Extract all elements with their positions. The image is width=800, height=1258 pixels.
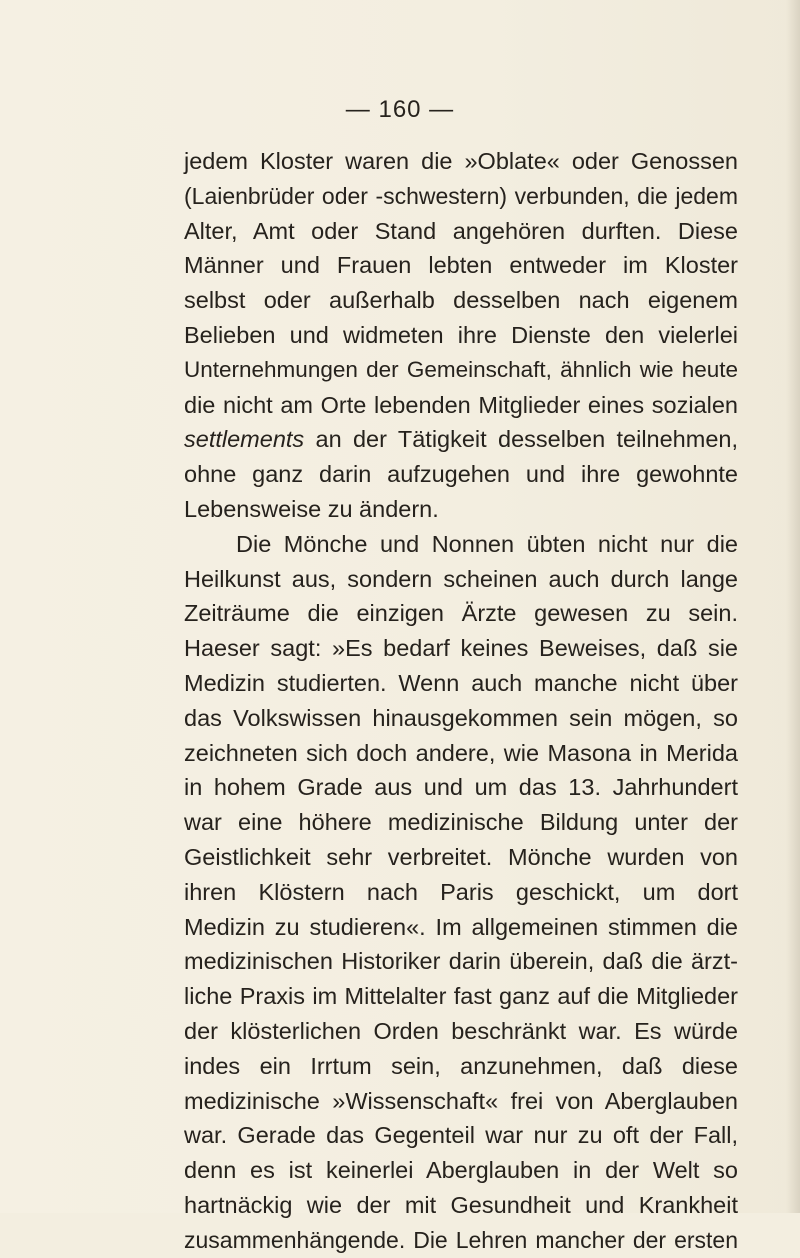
text-line: Männer und Frauen lebten entweder im Kloster bbox=[184, 252, 738, 279]
paragraph-end-line: Lebensweise zu ändern. bbox=[184, 495, 439, 522]
text-line: liche Praxis im Mittelalter fast ganz auf die Mitglieder bbox=[184, 983, 738, 1010]
text-line: Heilkunst aus, sondern scheinen auch durch lange bbox=[184, 565, 738, 592]
text-line-rest: an der Tätigkeit desselben teilnehmen, bbox=[304, 426, 738, 453]
paragraph-start-line: Die Mönche und Nonnen übten nicht nur die bbox=[236, 530, 738, 557]
text-line: denn es ist keinerlei Aberglauben in der Welt so bbox=[184, 1157, 738, 1184]
page-number: — 160 — bbox=[345, 96, 455, 123]
text-line: Geistlichkeit sehr verbreitet. Mönche wurden von bbox=[184, 843, 738, 870]
text-line: die nicht am Orte lebenden Mitglieder eines sozialen bbox=[184, 391, 738, 418]
text-line: das Volkswissen hinausgekommen sein mögen, so bbox=[184, 704, 738, 731]
text-line: Medizin studierten. Wenn auch manche nicht über bbox=[184, 669, 738, 696]
text-line: Belieben und widmeten ihre Dienste den vielerlei bbox=[184, 321, 738, 348]
text-line: Haeser sagt: »Es bedarf keines Beweises, daß sie bbox=[184, 635, 738, 662]
text-line: ihren Klöstern nach Paris geschickt, um dort bbox=[184, 878, 738, 905]
text-line: war eine höhere medizinische Bildung unter der bbox=[184, 809, 738, 836]
text-line: selbst oder außerhalb desselben nach eigenem bbox=[184, 287, 738, 314]
text-line: Alter, Amt oder Stand angehören durften. Diese bbox=[184, 217, 738, 244]
text-line: zeichneten sich doch andere, wie Masona in Merida bbox=[184, 739, 738, 766]
text-line: Zeiträume die einzigen Ärzte gewesen zu sein. bbox=[184, 600, 738, 627]
text-line: Unternehmungen der Gemeinschaft, ähnlich wie heute bbox=[184, 356, 738, 382]
text-line: der klösterlichen Orden beschränkt war. Es würde bbox=[184, 1017, 738, 1044]
text-line: in hohem Grade aus und um das 13. Jahrhundert bbox=[184, 774, 738, 801]
italic-term: settlements bbox=[184, 426, 305, 453]
text-line: indes ein Irrtum sein, anzunehmen, daß diese bbox=[184, 1052, 738, 1079]
text-line: Medizin zu studieren«. Im allgemeinen stimmen die bbox=[184, 913, 738, 940]
text-line: medizinische »Wissenschaft« frei von Aberglauben bbox=[184, 1087, 738, 1114]
text-line: zusammenhängende. Die Lehren mancher der ersten bbox=[184, 1226, 738, 1253]
text-line: (Laienbrüder oder -schwestern) verbunden, die jedem bbox=[184, 182, 738, 209]
text-line: hartnäckig wie der mit Gesundheit und Krankheit bbox=[184, 1191, 738, 1218]
text-line bbox=[184, 422, 738, 457]
text-line: jedem Kloster waren die »Oblate« oder Genossen bbox=[184, 148, 738, 174]
body-text bbox=[184, 144, 738, 1258]
text-line: medizinischen Historiker darin überein, daß die ärzt- bbox=[184, 948, 738, 975]
page-edge-shadow bbox=[786, 0, 800, 1213]
text-line: ohne ganz darin aufzugehen und ihre gewohnte bbox=[184, 461, 738, 488]
text-line: war. Gerade das Gegenteil war nur zu oft der Fall, bbox=[184, 1122, 738, 1149]
